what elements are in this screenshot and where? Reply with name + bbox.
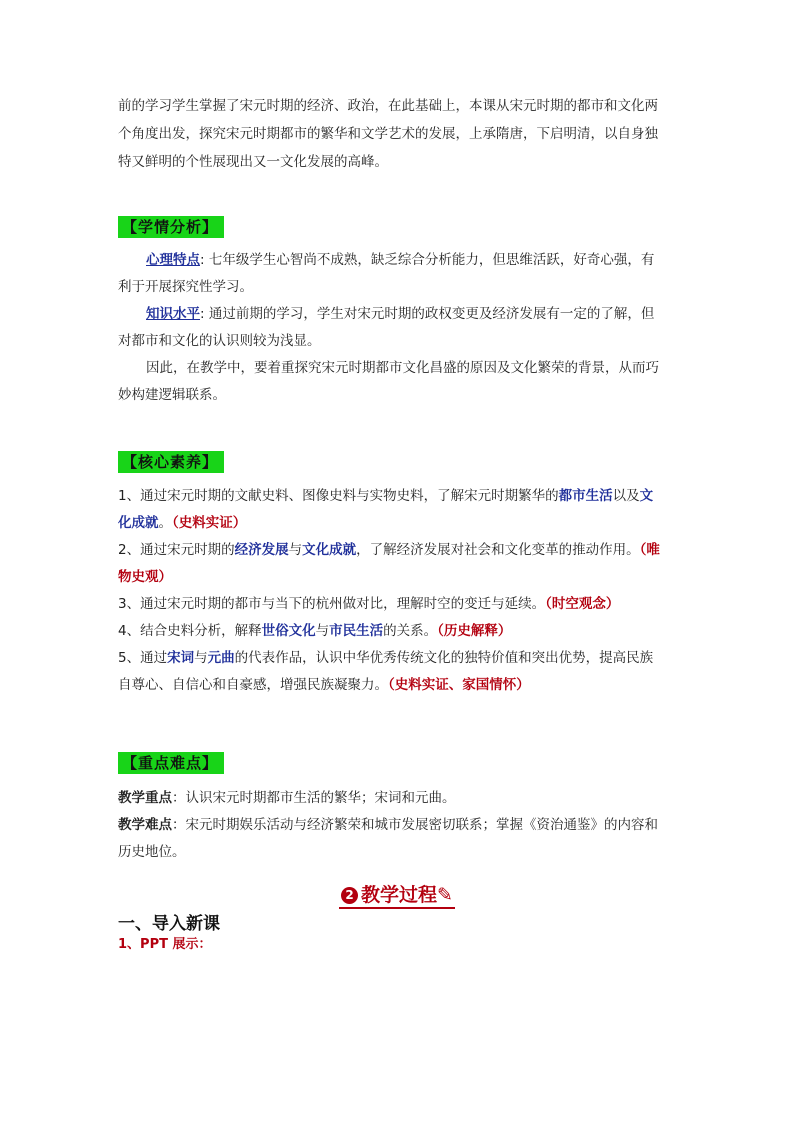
hexin-keyword: 宋词 [167, 650, 195, 666]
process-title-text: 教学过程 [361, 884, 438, 906]
hexin-item-2-line2 [118, 567, 172, 587]
xueqing-p2-text: : 通过前期的学习，学生对宋元时期的政权变更及经济发展有一定的了解，但 [200, 306, 655, 322]
key-point [118, 788, 456, 808]
hexin-item-3 [118, 594, 619, 614]
section-heading: 一、导入新课 [118, 914, 220, 934]
difficult-point-line1 [118, 815, 658, 835]
hexin-text: 以及 [612, 488, 640, 504]
heading-xueqing: 【学情分析】 [118, 216, 224, 238]
hexin-tag: （历史解释） [437, 623, 512, 639]
xueqing-p2-line1 [146, 304, 654, 324]
intro-line-2: 个角度出发，探究宋元时期都市的繁华和文学艺术的发展，上承隋唐，下启明清，以自身独 [118, 126, 658, 142]
hexin-keyword: 经济发展 [234, 542, 289, 558]
label-zhishi: 知识水平 [146, 306, 200, 322]
key-label: 教学重点 [118, 790, 172, 806]
number-badge-icon: 2 [341, 887, 358, 904]
hexin-keyword: 文 [639, 488, 654, 504]
hexin-text: 5、通过 [118, 650, 168, 666]
hexin-item-5-line2 [118, 675, 530, 695]
process-title-inner [339, 884, 455, 909]
hexin-tag: （时空观念） [545, 596, 620, 612]
hexin-text: 1、通过宋元时期的文献史料、图像史料与实物史料，了解宋元时期繁华的 [118, 488, 559, 504]
intro-line-3: 特又鲜明的个性展现出又一文化发展的高峰。 [118, 154, 388, 170]
xueqing-p3-line2: 妙构建逻辑联系。 [118, 387, 226, 403]
hexin-tag: （史料实证） [172, 515, 247, 531]
hexin-keyword: 世俗文化 [261, 623, 316, 639]
hexin-tag: 物史观） [118, 569, 172, 585]
hexin-keyword: 文化成就 [302, 542, 357, 558]
hexin-item-5-line1 [118, 648, 653, 668]
hexin-item-2-line1 [118, 540, 660, 560]
hexin-text: ，了解经济发展对社会和文化变革的推动作用。 [356, 542, 640, 558]
hexin-keyword: 市民生活 [329, 623, 384, 639]
xueqing-p1-text: : 七年级学生心智尚不成熟，缺乏综合分析能力，但思维活跃，好奇心强，有 [200, 252, 655, 268]
hexin-text: 4、结合史料分析，解释 [118, 623, 262, 639]
hexin-text: 的关系。 [383, 623, 438, 639]
hexin-keyword: 都市生活 [558, 488, 613, 504]
pencil-icon: ✎ [437, 884, 453, 906]
heading-zhongdian: 【重点难点】 [118, 752, 224, 774]
difficult-label: 教学难点 [118, 817, 172, 833]
label-xinli: 心理特点 [146, 252, 200, 268]
hexin-keyword: 化成就 [118, 515, 159, 531]
difficult-point-line2: 历史地位。 [118, 844, 186, 860]
hexin-item-4 [118, 621, 511, 641]
difficult-text: ：宋元时期娱乐活动与经济繁荣和城市发展密切联系；掌握《资治通鉴》的内容和 [172, 817, 658, 833]
process-title [0, 880, 794, 907]
hexin-text: 的代表作品，认识中华优秀传统文化的独特价值和突出优势，提高民族 [234, 650, 654, 666]
hexin-text: 。 [158, 515, 172, 531]
hexin-tag: （唯 [639, 542, 660, 558]
heading-hexin: 【核心素养】 [118, 451, 224, 473]
xueqing-p3-line1: 因此，在教学中，要着重探究宋元时期都市文化昌盛的原因及文化繁荣的背景，从而巧 [146, 360, 659, 376]
hexin-tag: （史料实证、家国情怀） [388, 677, 530, 693]
hexin-item-1-line2 [118, 513, 246, 533]
hexin-text: 与 [315, 623, 330, 639]
xueqing-p1-line2: 利于开展探究性学习。 [118, 279, 253, 295]
hexin-item-1-line1 [118, 486, 653, 506]
hexin-text: 与 [194, 650, 208, 666]
hexin-keyword: 元曲 [207, 650, 235, 666]
key-text: ：认识宋元时期都市生活的繁华；宋词和元曲。 [172, 790, 456, 806]
hexin-text: 2、通过宋元时期的 [118, 542, 235, 558]
xueqing-p2-line2: 对都市和文化的认识则较为浅显。 [118, 333, 321, 349]
hexin-text: 与 [288, 542, 303, 558]
hexin-text: 3、通过宋元时期的都市与当下的杭州做对比，理解时空的变迁与延续。 [118, 596, 546, 612]
xueqing-p1-line1 [146, 250, 654, 270]
intro-line-1: 前的学习学生掌握了宋元时期的经济、政治，在此基础上，本课从宋元时期的都市和文化两 [118, 98, 658, 114]
hexin-text: 自尊心、自信心和自豪感，增强民族凝聚力。 [118, 677, 388, 693]
section-subheading: 1、PPT 展示： [118, 937, 212, 952]
